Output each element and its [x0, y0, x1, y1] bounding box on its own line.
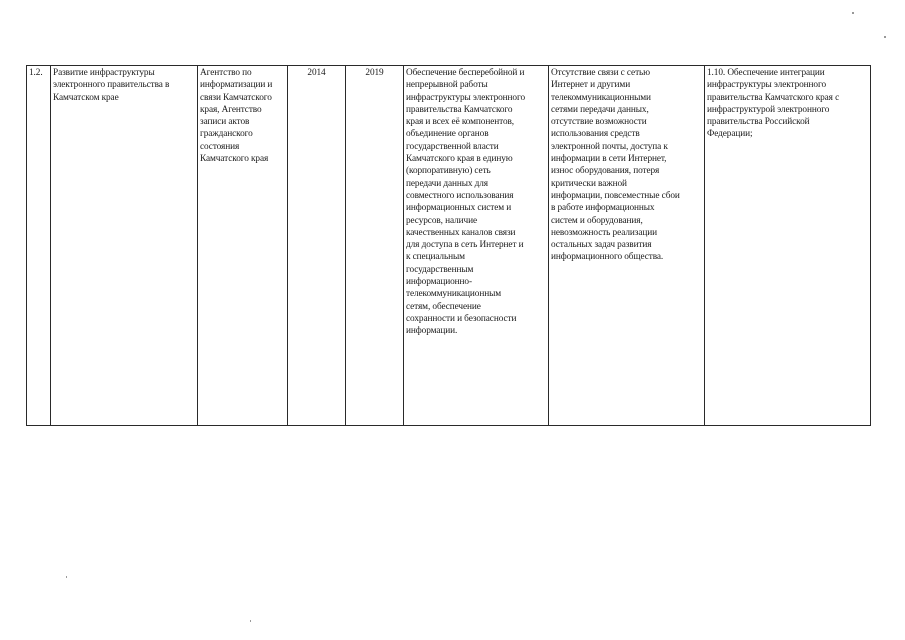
table-row: [27, 66, 871, 426]
link-cell: [705, 66, 871, 426]
end-year: 2019: [365, 68, 384, 78]
end-year-cell: [346, 66, 404, 426]
program-measures-table: [26, 65, 871, 426]
expected-result-cell: [404, 66, 549, 426]
measure-name: Развитие инфраструктуры электронного правительства в Камчатском крае: [53, 68, 170, 103]
scan-speck: [250, 620, 251, 622]
measure-name-cell: [51, 66, 198, 426]
start-year-cell: [288, 66, 346, 426]
scan-speck: [852, 12, 854, 14]
expected-result: Обеспечение бесперебойной и непрерывной работы инфраструктуры электронного правительства Камчатского края и всех её компонентов, объединение органов государственной власти Камчатского края в единую (корпоративную) сеть передачи данных для совместного использования информационных систем и ресурсов, наличие качественных каналов связи для доступа в сеть Интернет и к специальным государственным информационно- телекоммуникационным сетям, обеспечение сохранности и безопасности информации.: [406, 68, 526, 337]
scan-speck: [884, 36, 886, 38]
executor: Агентство по информатизации и связи Камчатского края, Агентство записи актов гражданского состояния Камчатского края: [200, 68, 273, 165]
row-number-cell: [27, 66, 51, 426]
executor-cell: [198, 66, 288, 426]
scan-speck: [66, 576, 67, 578]
start-year: 2014: [307, 68, 326, 78]
indicator-link: 1.10. Обеспечение интеграции инфраструктуры электронного правительства Камчатского края с инфраструктурой электронного правительства Российской Федерации;: [707, 68, 840, 140]
consequences-cell: [549, 66, 705, 426]
row-number: 1.2.: [29, 68, 43, 78]
consequences: Отсутствие связи с сетью Интернет и другими телекоммуникационными сетями передачи данных, отсутствие возможности использования средств электронной почты, доступа к информации в сети Интернет, износ оборудования, потеря критически важной информации, повсеместные сбои в работе информационных систем и оборудования, невозможность реализации остальных задач развития информационного общества.: [551, 68, 680, 263]
